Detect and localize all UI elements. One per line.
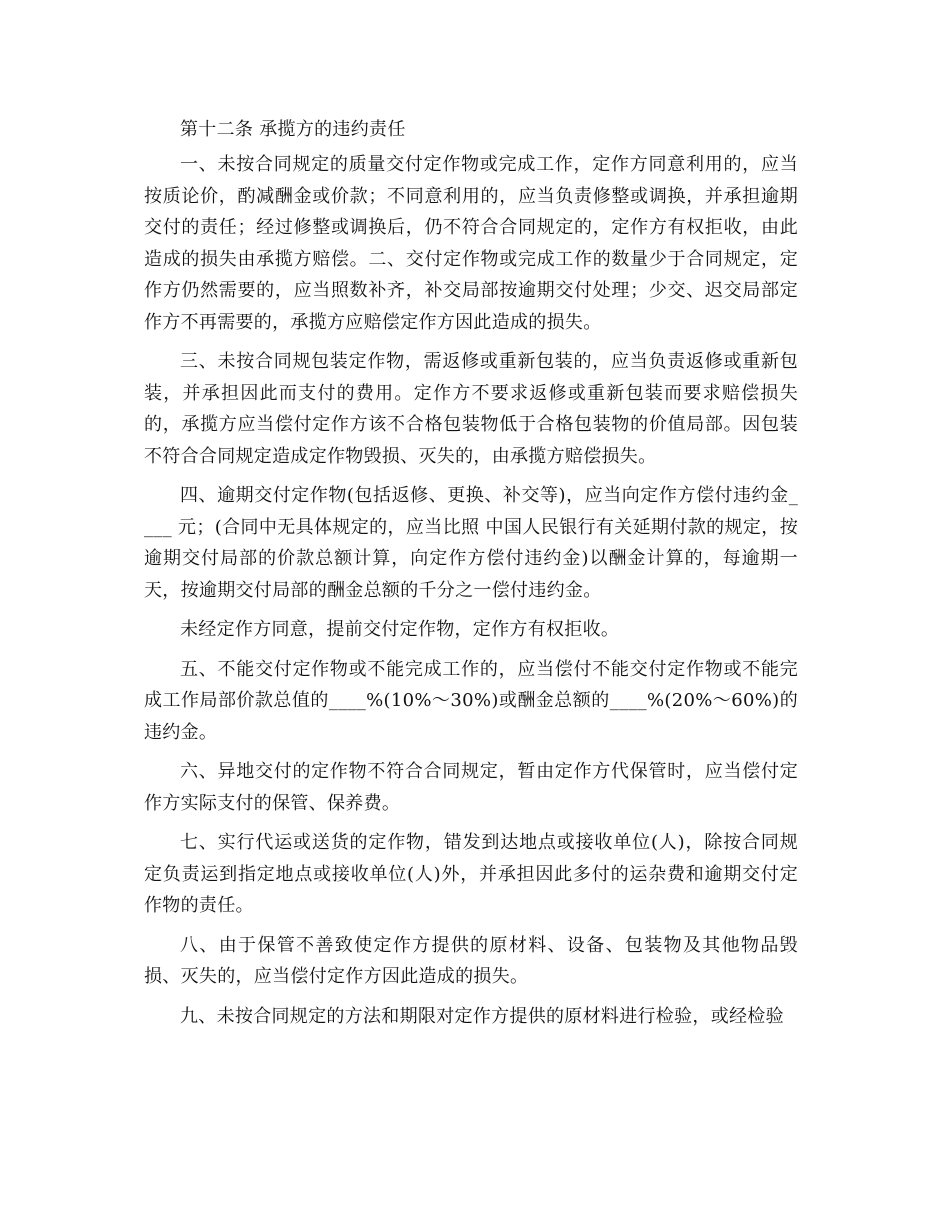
document-page	[144, 114, 798, 1040]
paragraph-4: 四、逾期交付定作物(包括返修、更换、补交等)，应当向定作方偿付违约金____ 元；(合同中无具体规定的，应当比照 中国人民银行有关延期付款的规定，按逾期交付局部的价款总额计算，向定作方偿付违约金)以酬金计算的，每逾期一天，按逾期交付局部的酬金总额的千分之一偿付违约金。	[144, 485, 798, 601]
paragraph-9: 九、未按合同规定的方法和期限对定作方提供的原材料进行检验，或经检验	[180, 1005, 784, 1027]
article-heading: 第十二条 承揽方的违约责任	[180, 119, 406, 140]
paragraph-7: 七、实行代运或送货的定作物，错发到达地点或接收单位(人)，除按合同规定负责运到指定地点或接收单位(人)外，并承担因此多付的运杂费和逾期交付定作物的责任。	[144, 832, 798, 916]
paragraph-3: 三、未按合同规包装定作物，需返修或重新包装的，应当负责返修或重新包装，并承担因此而支付的费用。定作方不要求返修或重新包装而要求赔偿损失的，承揽方应当偿付定作方该不合格包装物低于合格包装物的价值局部。因包装不符合合同规定造成定作物毁损、灭失的，由承揽方赔偿损失。	[144, 351, 798, 467]
paragraph-early-delivery: 未经定作方同意，提前交付定作物，定作方有权拒收。	[180, 619, 620, 640]
paragraph-6: 六、异地交付的定作物不符合合同规定，暂由定作方代保管时，应当偿付定作方实际支付的保管、保养费。	[144, 761, 798, 814]
paragraph-1: 一、未按合同规定的质量交付定作物或完成工作，定作方同意利用的，应当按质论价，酌减酬金或价款；不同意利用的，应当负责修整或调换，并承担逾期交付的责任；经过修整或调换后，仍不符合合同规定的，定作方有权拒收，由此造成的损失由承揽方赔偿。二、交付定作物或完成工作的数量少于合同规定，定作方仍然需要的，应当照数补齐，补交局部按逾期交付处理；少交、迟交局部定作方不再需要的，承揽方应赔偿定作方因此造成的损失。	[144, 154, 798, 333]
paragraph-8: 八、由于保管不善致使定作方提供的原材料、设备、包装物及其他物品毁损、灭失的，应当偿付定作方因此造成的损失。	[144, 934, 798, 987]
paragraph-5: 五、不能交付定作物或不能完成工作的，应当偿付不能交付定作物或不能完成工作局部价款总值的____%(10%～30%)或酬金总额的____%(20%～60%)的违约金。	[144, 658, 798, 743]
